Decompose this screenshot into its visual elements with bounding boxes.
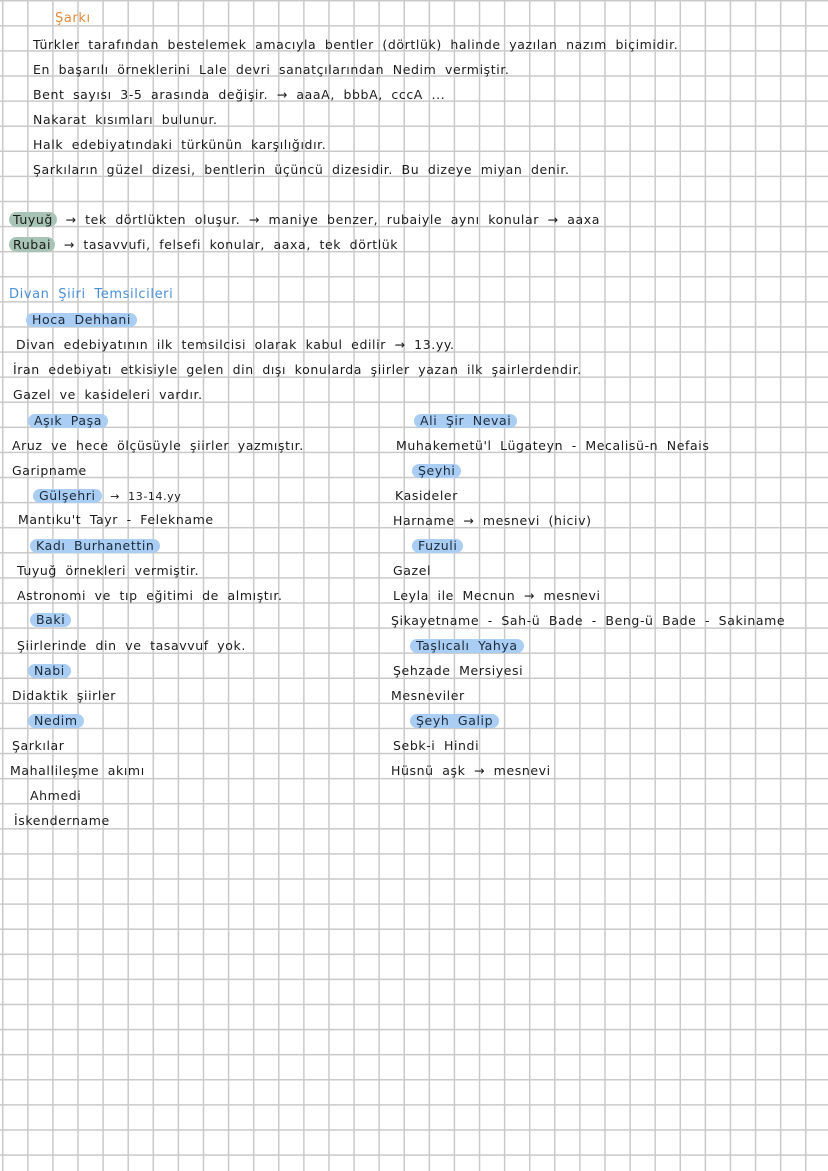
section-title-sarki: Şarkı <box>55 11 91 26</box>
poet-heading-kadi-burhanettin: Kadı Burhanettin <box>30 539 160 553</box>
note-line: Halk edebiyatındaki türkünün karşılığıdır. <box>33 137 327 152</box>
poet-heading-ali-sir-nevai: Ali Şir Nevai <box>414 414 517 428</box>
note-line: İran edebiyatı etkisiyle gelen din dışı konularda şiirler yazan ilk şairlerdendir. <box>13 362 582 377</box>
note-line: Mantıku't Tayr - Felekname <box>18 512 214 527</box>
note-line: Nakarat kısımları bulunur. <box>33 112 218 127</box>
note-line: Aruz ve hece ölçüsüyle şiirler yazmıştır. <box>12 438 304 453</box>
poet-heading-fuzuli: Fuzuli <box>412 539 463 553</box>
note-line: Şiirlerinde din ve tasavvuf yok. <box>17 638 246 653</box>
form-description: → tek dörtlükten oluşur. → maniye benzer, rubaiyle aynı konular → aaxa <box>65 212 600 227</box>
note-line: Bent sayısı 3-5 arasında değişir. → aaaA, bbbA, cccA ... <box>33 87 446 102</box>
note-line: Harname → mesnevi (hiciv) <box>393 513 592 528</box>
note-line: Mesneviler <box>391 688 465 703</box>
note-line: Hüsnü aşk → mesnevi <box>391 763 551 778</box>
note-line: Şehzade Mersiyesi <box>393 663 524 678</box>
poet-heading-taslicali-yahya: Taşlıcalı Yahya <box>410 639 524 653</box>
note-line: Tuyuğ örnekleri vermiştir. <box>17 563 200 578</box>
note-line: Garipname <box>12 463 87 478</box>
note-line: Sebk-i Hindi <box>393 738 480 753</box>
note-line: En başarılı örneklerini Lale devri sanatçılarından Nedim vermiştir. <box>33 62 510 77</box>
note-line: Divan edebiyatının ilk temsilcisi olarak kabul edilir → 13.yy. <box>16 337 455 352</box>
note-line: Gazel <box>393 563 432 578</box>
poet-heading-gulsehri: Gülşehri <box>33 489 102 503</box>
note-line: Şikayetname - Sah-ü Bade - Beng-ü Bade - Sakiname <box>391 613 786 628</box>
poet-heading-nabi: Nabi <box>28 664 71 678</box>
century-note: → 13-14.yy <box>110 490 182 503</box>
note-line: Gazel ve kasideleri vardır. <box>13 387 203 402</box>
note-line: Didaktik şiirler <box>12 688 117 703</box>
form-rubai <box>9 237 398 253</box>
poet-heading-hoca-dehhani: Hoca Dehhani <box>26 313 137 327</box>
poet-heading-row-gulsehri <box>33 488 181 505</box>
note-line: Kasideler <box>395 488 458 503</box>
poet-heading-baki: Baki <box>30 613 71 627</box>
note-line: Şarkılar <box>12 738 65 753</box>
note-line: Leyla ile Mecnun → mesnevi <box>393 588 601 603</box>
poet-heading-seyh-galip: Şeyh Galip <box>410 714 499 728</box>
poet-heading-asik-pasa: Aşık Paşa <box>28 414 108 428</box>
term-highlight-tuyug: Tuyuğ <box>9 212 57 227</box>
note-line: Şarkıların güzel dizesi, bentlerin üçüncü dizesidir. Bu dizeye miyan denir. <box>33 162 570 177</box>
form-description: → tasavvufi, felsefi konular, aaxa, tek dörtlük <box>63 237 399 252</box>
poet-heading-ahmedi: Ahmedi <box>30 788 82 803</box>
section-title-divan: Divan Şiiri Temsilcileri <box>9 287 174 302</box>
note-line: Mahallileşme akımı <box>10 763 145 778</box>
poet-heading-seyhi: Şeyhi <box>412 464 461 478</box>
poet-heading-nedim: Nedim <box>28 714 84 728</box>
note-line: Astronomi ve tıp eğitimi de almıştır. <box>17 588 283 603</box>
term-highlight-rubai: Rubai <box>9 237 55 252</box>
form-tuyug <box>9 212 600 228</box>
note-line: İskendername <box>14 813 110 828</box>
note-line: Muhakemetü'l Lügateyn - Mecalisü-n Nefais <box>396 438 710 453</box>
note-line: Türkler tarafından bestelemek amacıyla bentler (dörtlük) halinde yazılan nazım biçimidir. <box>33 37 679 52</box>
